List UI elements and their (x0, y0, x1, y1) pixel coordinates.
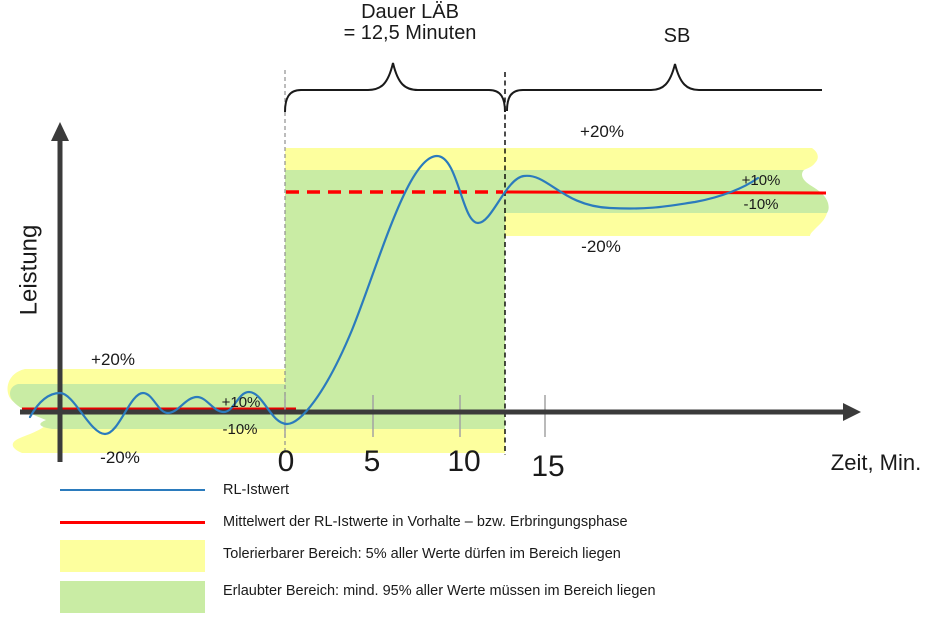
upper-minus20-label: -20% (581, 237, 621, 256)
x-axis-label: Zeit, Min. (830, 450, 922, 475)
upper-plus20-label: +20% (580, 122, 624, 141)
x-tick-5: 5 (363, 445, 381, 478)
x-axis-arrowhead (843, 403, 861, 421)
lower-minus10-label: -10% (222, 421, 258, 438)
band-middle-green (285, 169, 505, 429)
laeb-duration-title (330, 2, 490, 44)
band-upper-yellow-bottom (505, 213, 827, 236)
legend-label-tolerated: Tolerierbarer Bereich: 5% aller Werte dürfen im Bereich liegen (223, 546, 621, 562)
legend-line-mittelwert (60, 521, 205, 524)
sb-phase-title: SB (663, 25, 691, 47)
legend-box-allowed (60, 581, 205, 613)
legend-line-rl-istwert (60, 489, 205, 491)
laeb-duration-line2: = 12,5 Minuten (343, 22, 477, 44)
lower-minus20-label: -20% (100, 448, 140, 467)
laeb-duration-line1: Dauer LÄB (361, 1, 459, 23)
x-tick-10: 10 (447, 445, 481, 478)
legend-label-allowed: Erlaubter Bereich: mind. 95% aller Werte müssen im Bereich liegen (223, 583, 656, 599)
legend-label-rl-istwert: RL-Istwert (223, 482, 290, 498)
upper-minus10-label: -10% (743, 196, 779, 213)
x-tick-0: 0 (277, 445, 295, 478)
sb-brace (507, 64, 822, 111)
upper-plus10-label: +10% (741, 172, 781, 189)
legend-box-tolerated (60, 540, 205, 572)
y-axis-label: Leistung (15, 224, 43, 316)
y-axis-arrowhead (51, 122, 69, 141)
laeb-brace (285, 63, 505, 112)
x-tick-15: 15 (531, 450, 565, 483)
mittelwert-line-sb (505, 192, 826, 193)
legend-label-mittelwert: Mittelwert der RL-Istwerte in Vorhalte – bzw. Erbringungsphase (223, 514, 628, 530)
lower-plus10-label: +10% (221, 394, 261, 411)
lower-plus20-label: +20% (91, 350, 135, 369)
band-upper-yellow-top (285, 148, 818, 170)
